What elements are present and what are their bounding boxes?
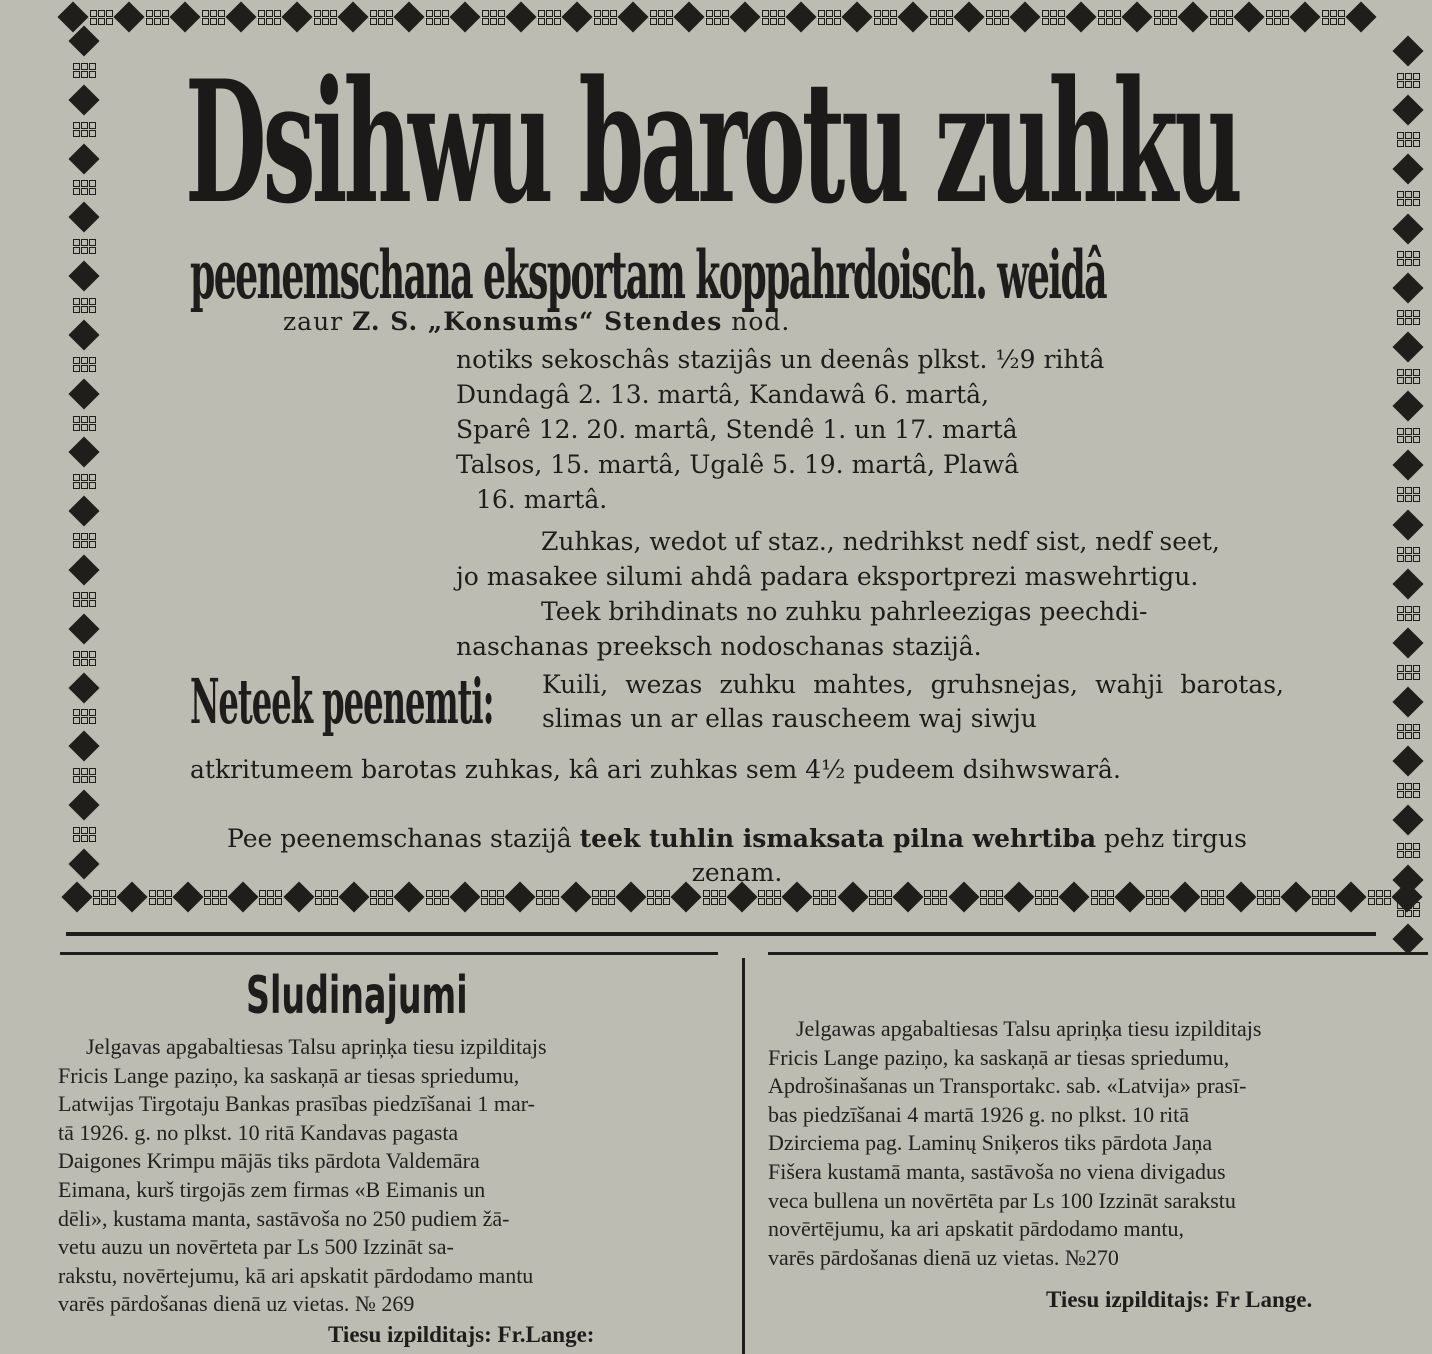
ornament-squares xyxy=(1397,487,1420,502)
ornament-diamond xyxy=(1392,923,1423,954)
ornament-squares xyxy=(924,890,947,905)
ornament-squares xyxy=(1397,191,1420,206)
notice-line: Jelgavas apgabaltiesas Talsu apriņķa tiesu izpilditajs xyxy=(86,1034,547,1059)
ornament-squares xyxy=(986,10,1009,25)
notice-line: Apdrošinašanas un Transportakc. sab. «Latvija» prasī- xyxy=(768,1073,1247,1099)
ornament-squares xyxy=(1154,10,1177,25)
ornament-diamond xyxy=(61,881,92,912)
notice-line: Fricis Lange paziņo, ka saskaņā ar tiesas spriedumu, xyxy=(768,1044,1230,1070)
notice-line: novērtējumu, ka ari apskatit pārdodamo mantu, xyxy=(768,1216,1185,1242)
ornament-squares xyxy=(1146,890,1169,905)
transport-note-line: naschanas preeksch nodoschanas stazijâ. xyxy=(456,632,982,661)
ornament-squares xyxy=(1397,73,1420,88)
payment-suffix: pehz tirgus zenam. xyxy=(691,824,1247,887)
ornament-squares xyxy=(594,10,617,25)
ornament-diamond xyxy=(1345,1,1376,32)
horizontal-rule-right xyxy=(768,952,1428,955)
ornament-squares xyxy=(73,298,96,313)
notice-line: varēs pārdošanas dienā uz vietas. № 269 xyxy=(58,1291,415,1317)
ornament-diamond xyxy=(68,848,99,879)
ornament-squares xyxy=(314,10,337,25)
ornament-squares xyxy=(1397,132,1420,147)
ornament-diamond xyxy=(1392,154,1423,185)
ornament-squares xyxy=(1035,890,1058,905)
ornament-squares xyxy=(73,239,96,254)
ornament-diamond xyxy=(1065,1,1096,32)
ornament-diamond xyxy=(68,378,99,409)
advert-subhead: peenemschana eksportam koppahrdoisch. weidâ xyxy=(190,236,1107,314)
ornament-squares xyxy=(1210,10,1233,25)
ornament-squares xyxy=(1091,890,1114,905)
ornament-diamond xyxy=(117,881,148,912)
ornament-squares xyxy=(813,890,836,905)
ornament-diamond xyxy=(1392,509,1423,540)
ornament-squares xyxy=(647,890,670,905)
ornament-squares xyxy=(482,10,505,25)
ornament-squares xyxy=(536,890,559,905)
ornament-diamond xyxy=(1392,746,1423,777)
ornament-squares xyxy=(869,890,892,905)
organizer-prefix: zaur xyxy=(283,307,353,336)
ornament-squares xyxy=(204,890,227,905)
ornament-diamond xyxy=(68,613,99,644)
ornament-squares xyxy=(592,890,615,905)
horizontal-rule-left xyxy=(60,952,718,955)
ornament-squares xyxy=(370,10,393,25)
ornament-squares xyxy=(202,10,225,25)
ornament-diamond xyxy=(1392,272,1423,303)
schedule-line: Talsos, 15. martâ, Ugalê 5. 19. martâ, Plawâ xyxy=(456,450,1020,479)
ornament-squares xyxy=(73,592,96,607)
notice-line: Jelgawas apgabaltiesas Talsu apriņķa tiesu izpilditajs xyxy=(796,1016,1262,1041)
ornament-diamond xyxy=(785,1,816,32)
notice-line: Latwijas Tirgotaju Bankas prasības piedzīšanai 1 mar- xyxy=(58,1091,535,1117)
notice-right xyxy=(768,1015,1428,1272)
ornament-squares xyxy=(73,651,96,666)
advert-organizer xyxy=(283,306,790,338)
ornament-diamond xyxy=(617,1,648,32)
ornament-border-left xyxy=(66,30,102,875)
ornament-squares xyxy=(1397,724,1420,739)
ornament-squares xyxy=(426,890,449,905)
ornament-diamond xyxy=(673,1,704,32)
ornament-squares xyxy=(1397,606,1420,621)
ornament-diamond xyxy=(1392,805,1423,836)
ornament-diamond xyxy=(1392,450,1423,481)
ornament-squares xyxy=(762,10,785,25)
ornament-squares xyxy=(706,10,729,25)
ornament-diamond xyxy=(68,143,99,174)
schedule-line: Dundagâ 2. 13. martâ, Kandawâ 6. martâ, xyxy=(456,380,990,409)
transport-note-line: jo masakee silumi ahdâ padara eksportprezi maswehrtigu. xyxy=(456,562,1199,591)
ornament-diamond xyxy=(1280,881,1311,912)
ornament-diamond xyxy=(68,319,99,350)
ornament-diamond xyxy=(225,1,256,32)
schedule-line: Sparê 12. 20. martâ, Stendê 1. un 17. martâ xyxy=(456,415,1018,444)
notice-line: Fricis Lange paziņo, ka saskaņā ar tiesas spriedumu, xyxy=(58,1062,520,1088)
ornament-diamond xyxy=(1392,213,1423,244)
ornament-border-right xyxy=(1390,40,1426,950)
ornament-squares xyxy=(73,827,96,842)
schedule-block xyxy=(456,342,1286,517)
ornament-diamond xyxy=(1392,627,1423,658)
ornament-squares xyxy=(874,10,897,25)
ornament-diamond xyxy=(113,1,144,32)
ornament-diamond xyxy=(1392,331,1423,362)
ornament-squares xyxy=(1397,310,1420,325)
ornament-squares xyxy=(259,890,282,905)
transport-note-line: Zuhkas, wedot uf staz., nedrihkst nedf sist, nedf seet, xyxy=(541,527,1220,556)
notice-line: veca bullena un novērtēta par Ls 100 Izzināt sarakstu xyxy=(768,1187,1236,1213)
organizer-name: Z. S. „Konsums“ Stendes xyxy=(352,307,723,336)
ornament-diamond xyxy=(281,1,312,32)
ornament-diamond xyxy=(1391,881,1422,912)
ornament-squares xyxy=(1042,10,1065,25)
ornament-squares xyxy=(1397,251,1420,266)
ornament-diamond xyxy=(68,672,99,703)
horizontal-rule-thick xyxy=(66,932,1376,936)
ornament-squares xyxy=(370,890,393,905)
ornament-diamond xyxy=(953,1,984,32)
ornament-diamond xyxy=(1392,95,1423,126)
notice-left-signature: Tiesu izpilditajs: Fr.Lange: xyxy=(328,1322,595,1347)
transport-note-block xyxy=(456,524,1286,664)
ornament-diamond xyxy=(1121,1,1152,32)
ornament-squares xyxy=(315,890,338,905)
notice-line: Fišera kustamā manta, sastāvoša no viena divigadus xyxy=(768,1158,1226,1184)
notice-line: dēli», kustama manta, sastāvoša no 250 pudiem žā- xyxy=(58,1205,510,1231)
ornament-border-top xyxy=(62,6,1372,28)
ornament-squares xyxy=(73,533,96,548)
notice-right-signature: Tiesu izpilditajs: Fr Lange. xyxy=(1046,1287,1313,1312)
ornament-squares xyxy=(93,890,116,905)
ornament-diamond xyxy=(1336,881,1367,912)
not-accepted-text: Kuili, wezas zuhku mahtes, gruhsnejas, wahji barotas, slimas un ar ellas rauscheem waj siwju xyxy=(542,670,1284,733)
ornament-squares xyxy=(818,10,841,25)
ornament-diamond xyxy=(1392,391,1423,422)
ornament-squares xyxy=(73,180,96,195)
ornament-squares xyxy=(1368,890,1391,905)
notice-left xyxy=(58,1033,723,1319)
advert-headline: Dsihwu barotu zuhku xyxy=(185,43,1239,241)
ornament-squares xyxy=(1257,890,1280,905)
ornament-diamond xyxy=(68,790,99,821)
schedule-line: 16. martâ. xyxy=(476,485,608,514)
ornament-diamond xyxy=(1009,1,1040,32)
ornament-diamond xyxy=(68,25,99,56)
ornament-squares xyxy=(73,63,96,78)
payment-terms xyxy=(190,822,1284,890)
ornament-diamond xyxy=(897,1,928,32)
notice-line: bas piedzīšanai 4 martā 1926 g. no plkst. 10 ritā xyxy=(768,1101,1189,1127)
ornament-diamond xyxy=(841,1,872,32)
ornament-diamond xyxy=(68,261,99,292)
ornament-squares xyxy=(1312,890,1335,905)
ornament-squares xyxy=(149,890,172,905)
ornament-diamond xyxy=(393,1,424,32)
ornament-diamond xyxy=(68,437,99,468)
not-accepted-continued: atkritumeem barotas zuhkas, kâ ari zuhkas sem 4½ pudeem dsihwswarâ. xyxy=(190,755,1121,784)
ornament-squares xyxy=(1397,428,1420,443)
ornament-diamond xyxy=(337,1,368,32)
notice-line: rakstu, novērtejumu, kā ari apskatit pārdodamo mantu xyxy=(58,1262,534,1288)
ornament-squares xyxy=(73,768,96,783)
ornament-squares xyxy=(650,10,673,25)
payment-prefix: Pee peenemschanas stazijâ xyxy=(227,824,580,853)
ornament-squares xyxy=(90,10,113,25)
column-divider xyxy=(742,958,745,1354)
ornament-diamond xyxy=(505,1,536,32)
ornament-diamond xyxy=(68,496,99,527)
ornament-diamond xyxy=(169,1,200,32)
notices-title: Sludinajumi xyxy=(246,966,468,1026)
ornament-diamond xyxy=(729,1,760,32)
ornament-squares xyxy=(258,10,281,25)
notice-line: Daigones Krimpu mājās tiks pārdota Valdemāra xyxy=(58,1148,480,1174)
ornament-squares xyxy=(703,890,726,905)
payment-bold: teek tuhlin ismaksata pilna wehrtiba xyxy=(579,824,1097,853)
ornament-squares xyxy=(481,890,504,905)
ornament-squares xyxy=(73,122,96,137)
notice-line: Dzirciema pag. Laminų Sniķeros tiks pārdota Jaņa xyxy=(768,1130,1213,1156)
ornament-diamond xyxy=(68,731,99,762)
ornament-diamond xyxy=(449,1,480,32)
ornament-diamond xyxy=(1392,35,1423,66)
ornament-squares xyxy=(1201,890,1224,905)
ornament-squares xyxy=(1397,783,1420,798)
ornament-squares xyxy=(758,890,781,905)
ornament-squares xyxy=(146,10,169,25)
ornament-diamond xyxy=(1177,1,1208,32)
ornament-diamond xyxy=(68,554,99,585)
ornament-diamond xyxy=(1392,568,1423,599)
not-accepted-label: Neteek peenemti: xyxy=(190,665,494,738)
ornament-squares xyxy=(1397,843,1420,858)
ornament-squares xyxy=(1266,10,1289,25)
ornament-squares xyxy=(1397,547,1420,562)
notice-line: vetu auzu un novērteta par Ls 500 Izzināt sa- xyxy=(58,1234,454,1260)
ornament-squares xyxy=(930,10,953,25)
ornament-squares xyxy=(1397,665,1420,680)
notice-line: Eimana, kurš tirgojās zem firmas «B Eimanis un xyxy=(58,1176,486,1202)
ornament-diamond xyxy=(68,84,99,115)
ornament-squares xyxy=(980,890,1003,905)
ornament-squares xyxy=(538,10,561,25)
ornament-diamond xyxy=(1233,1,1264,32)
ornament-squares xyxy=(73,416,96,431)
notice-line: varēs pārdošanas dienā uz vietas. №270 xyxy=(768,1244,1119,1270)
ornament-squares xyxy=(1397,369,1420,384)
ornament-squares xyxy=(1098,10,1121,25)
transport-note-line: Teek brihdinats no zuhku pahrleezigas peechdi- xyxy=(541,597,1148,626)
ornament-squares xyxy=(1322,10,1345,25)
notice-line: tā 1926. g. no plkst. 10 ritā Kandavas pagasta xyxy=(58,1119,459,1145)
organizer-suffix: nod. xyxy=(722,307,791,336)
ornament-squares xyxy=(73,474,96,489)
ornament-squares xyxy=(426,10,449,25)
ornament-squares xyxy=(73,709,96,724)
ornament-diamond xyxy=(561,1,592,32)
ornament-squares xyxy=(73,357,96,372)
ornament-diamond xyxy=(1392,687,1423,718)
ornament-diamond xyxy=(1289,1,1320,32)
schedule-line: notiks sekoschâs stazijâs un deenâs plkst. ½9 rihtâ xyxy=(456,345,1105,374)
ornament-diamond xyxy=(68,202,99,233)
